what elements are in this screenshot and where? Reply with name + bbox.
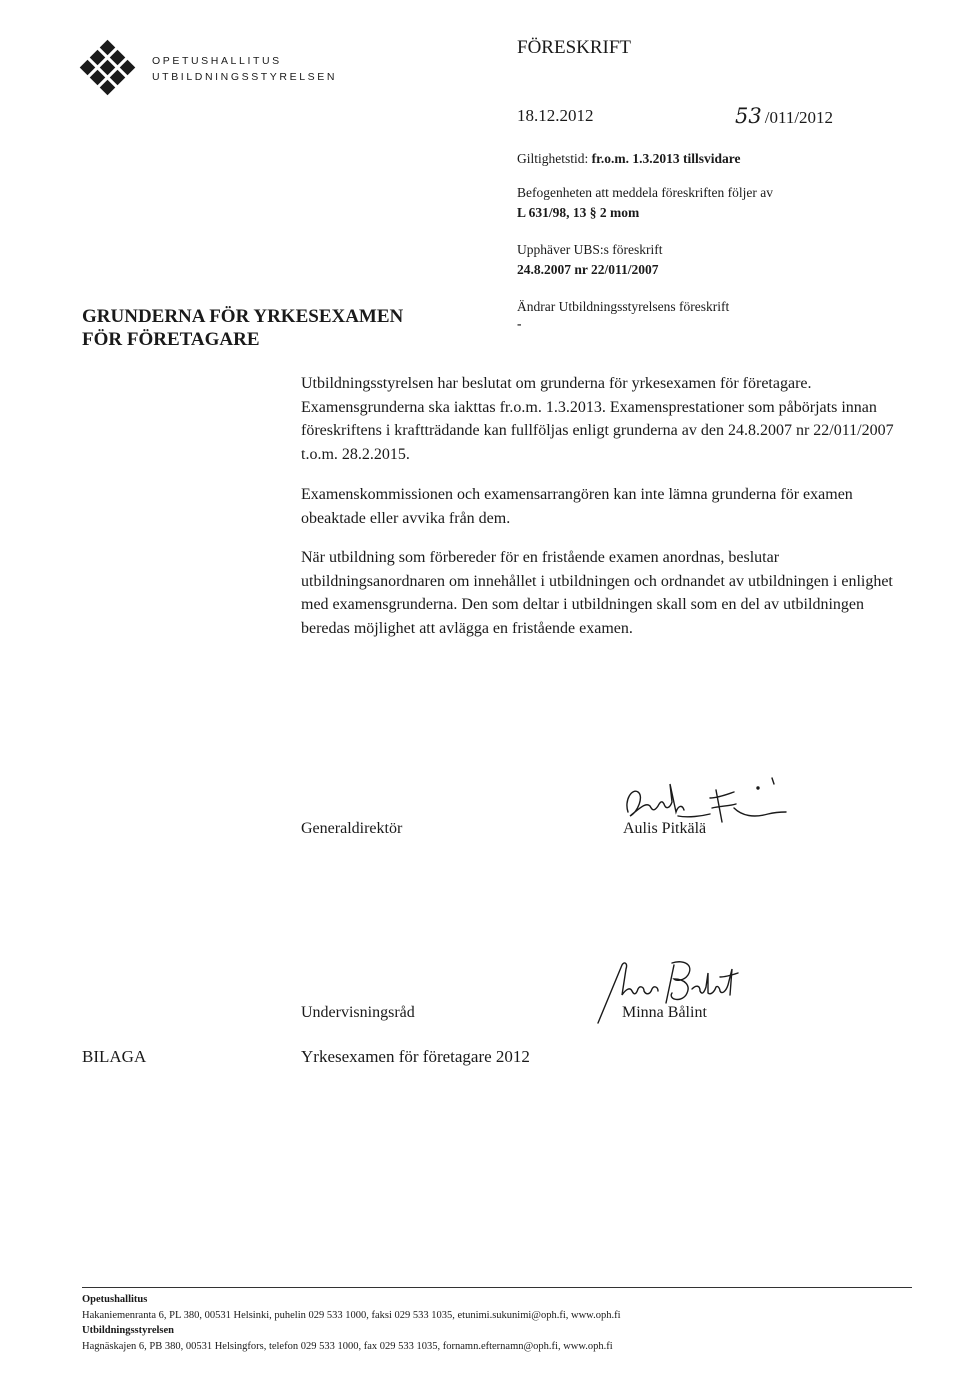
repeals-info [517, 240, 662, 280]
repeals-reference: 24.8.2007 nr 22/011/2007 [517, 262, 659, 277]
authority-text: Befogenheten att meddela föreskriften följer av [517, 185, 774, 200]
document-type: FÖRESKRIFT [517, 37, 632, 58]
signatory-2-title: Undervisningsråd [301, 1004, 415, 1021]
body-paragraph-2: Examenskommissionen och examensarrangören kan inte lämna grunderna för examen obeaktade eller avvika från dem. [301, 486, 853, 527]
organization-name-swedish: UTBILDNINGSSTYRELSEN [152, 71, 338, 83]
organization-name-finnish: OPETUSHALLITUS [152, 55, 282, 67]
title-line-1: GRUNDERNA FÖR YRKESEXAMEN [82, 306, 404, 327]
validity-label: Giltighetstid: [517, 151, 589, 166]
body-paragraph-3: När utbildning som förbereder för en fristående examen anordnas, beslutar utbildningsanordnaren om innehållet i utbildningen och ordnandet av utbildningen i enlighet med examensgrunderna. Den som deltar i utbildningen skall som en del av utbildningen beredas möjlighet att avlägga en fristående examen. [301, 549, 893, 637]
legal-authority [517, 183, 773, 223]
footer-org-1-name: Opetushallitus [82, 1294, 148, 1305]
amends-reference: - [517, 316, 522, 331]
signatory-1-title: Generaldirektör [301, 820, 403, 837]
annex-label: BILAGA [82, 1047, 147, 1066]
signatory-1-name: Aulis Pitkälä [623, 820, 707, 837]
footer-org-2-name: Utbildningsstyrelsen [82, 1325, 174, 1336]
amends-info [517, 297, 729, 331]
organization-logo [78, 38, 138, 98]
annex-title: Yrkesexamen för företagare 2012 [301, 1047, 530, 1066]
signatory-2-name: Minna Bålint [622, 1004, 707, 1021]
organization-name [152, 53, 337, 85]
handwritten-number: 53 [735, 104, 762, 128]
repeals-text: Upphäver UBS:s föreskrift [517, 242, 663, 257]
validity-value: fr.o.m. 1.3.2013 tillsvidare [591, 151, 741, 166]
footer [82, 1292, 621, 1354]
amends-text: Ändrar Utbildningsstyrelsens föreskrift [517, 299, 730, 314]
authority-reference: L 631/98, 13 § 2 mom [517, 205, 640, 220]
title-line-2: FÖR FÖRETAGARE [82, 329, 260, 350]
body-paragraph-1: Utbildningsstyrelsen har beslutat om grunderna för yrkesexamen för företagare. Examensgrunderna ska iakttas fr.o.m. 1.3.2013. Examensprestationer som påbörjats innan föreskriftens i kraftträdande kan fullföljas enligt grunderna av den 24.8.2007 nr 22/011/2007 t.o.m. 28.2.2015. [301, 375, 894, 463]
footer-org-1-address: Hakaniemenranta 6, PL 380, 00531 Helsinki, puhelin 029 533 1000, faksi 029 533 1035, etunimi.sukunimi@oph.fi, www.oph.fi [82, 1309, 621, 1321]
document-number-suffix: /011/2012 [764, 108, 834, 127]
validity-period [517, 149, 741, 169]
document-date: 18.12.2012 [517, 106, 594, 125]
footer-divider [82, 1287, 912, 1288]
document-number [735, 104, 833, 128]
footer-org-2-address: Hagnäskajen 6, PB 380, 00531 Helsingfors, telefon 029 533 1000, fax 029 533 1035, fornamn.efternamn@oph.fi, www.oph.fi [82, 1340, 613, 1352]
document-title [82, 305, 403, 351]
